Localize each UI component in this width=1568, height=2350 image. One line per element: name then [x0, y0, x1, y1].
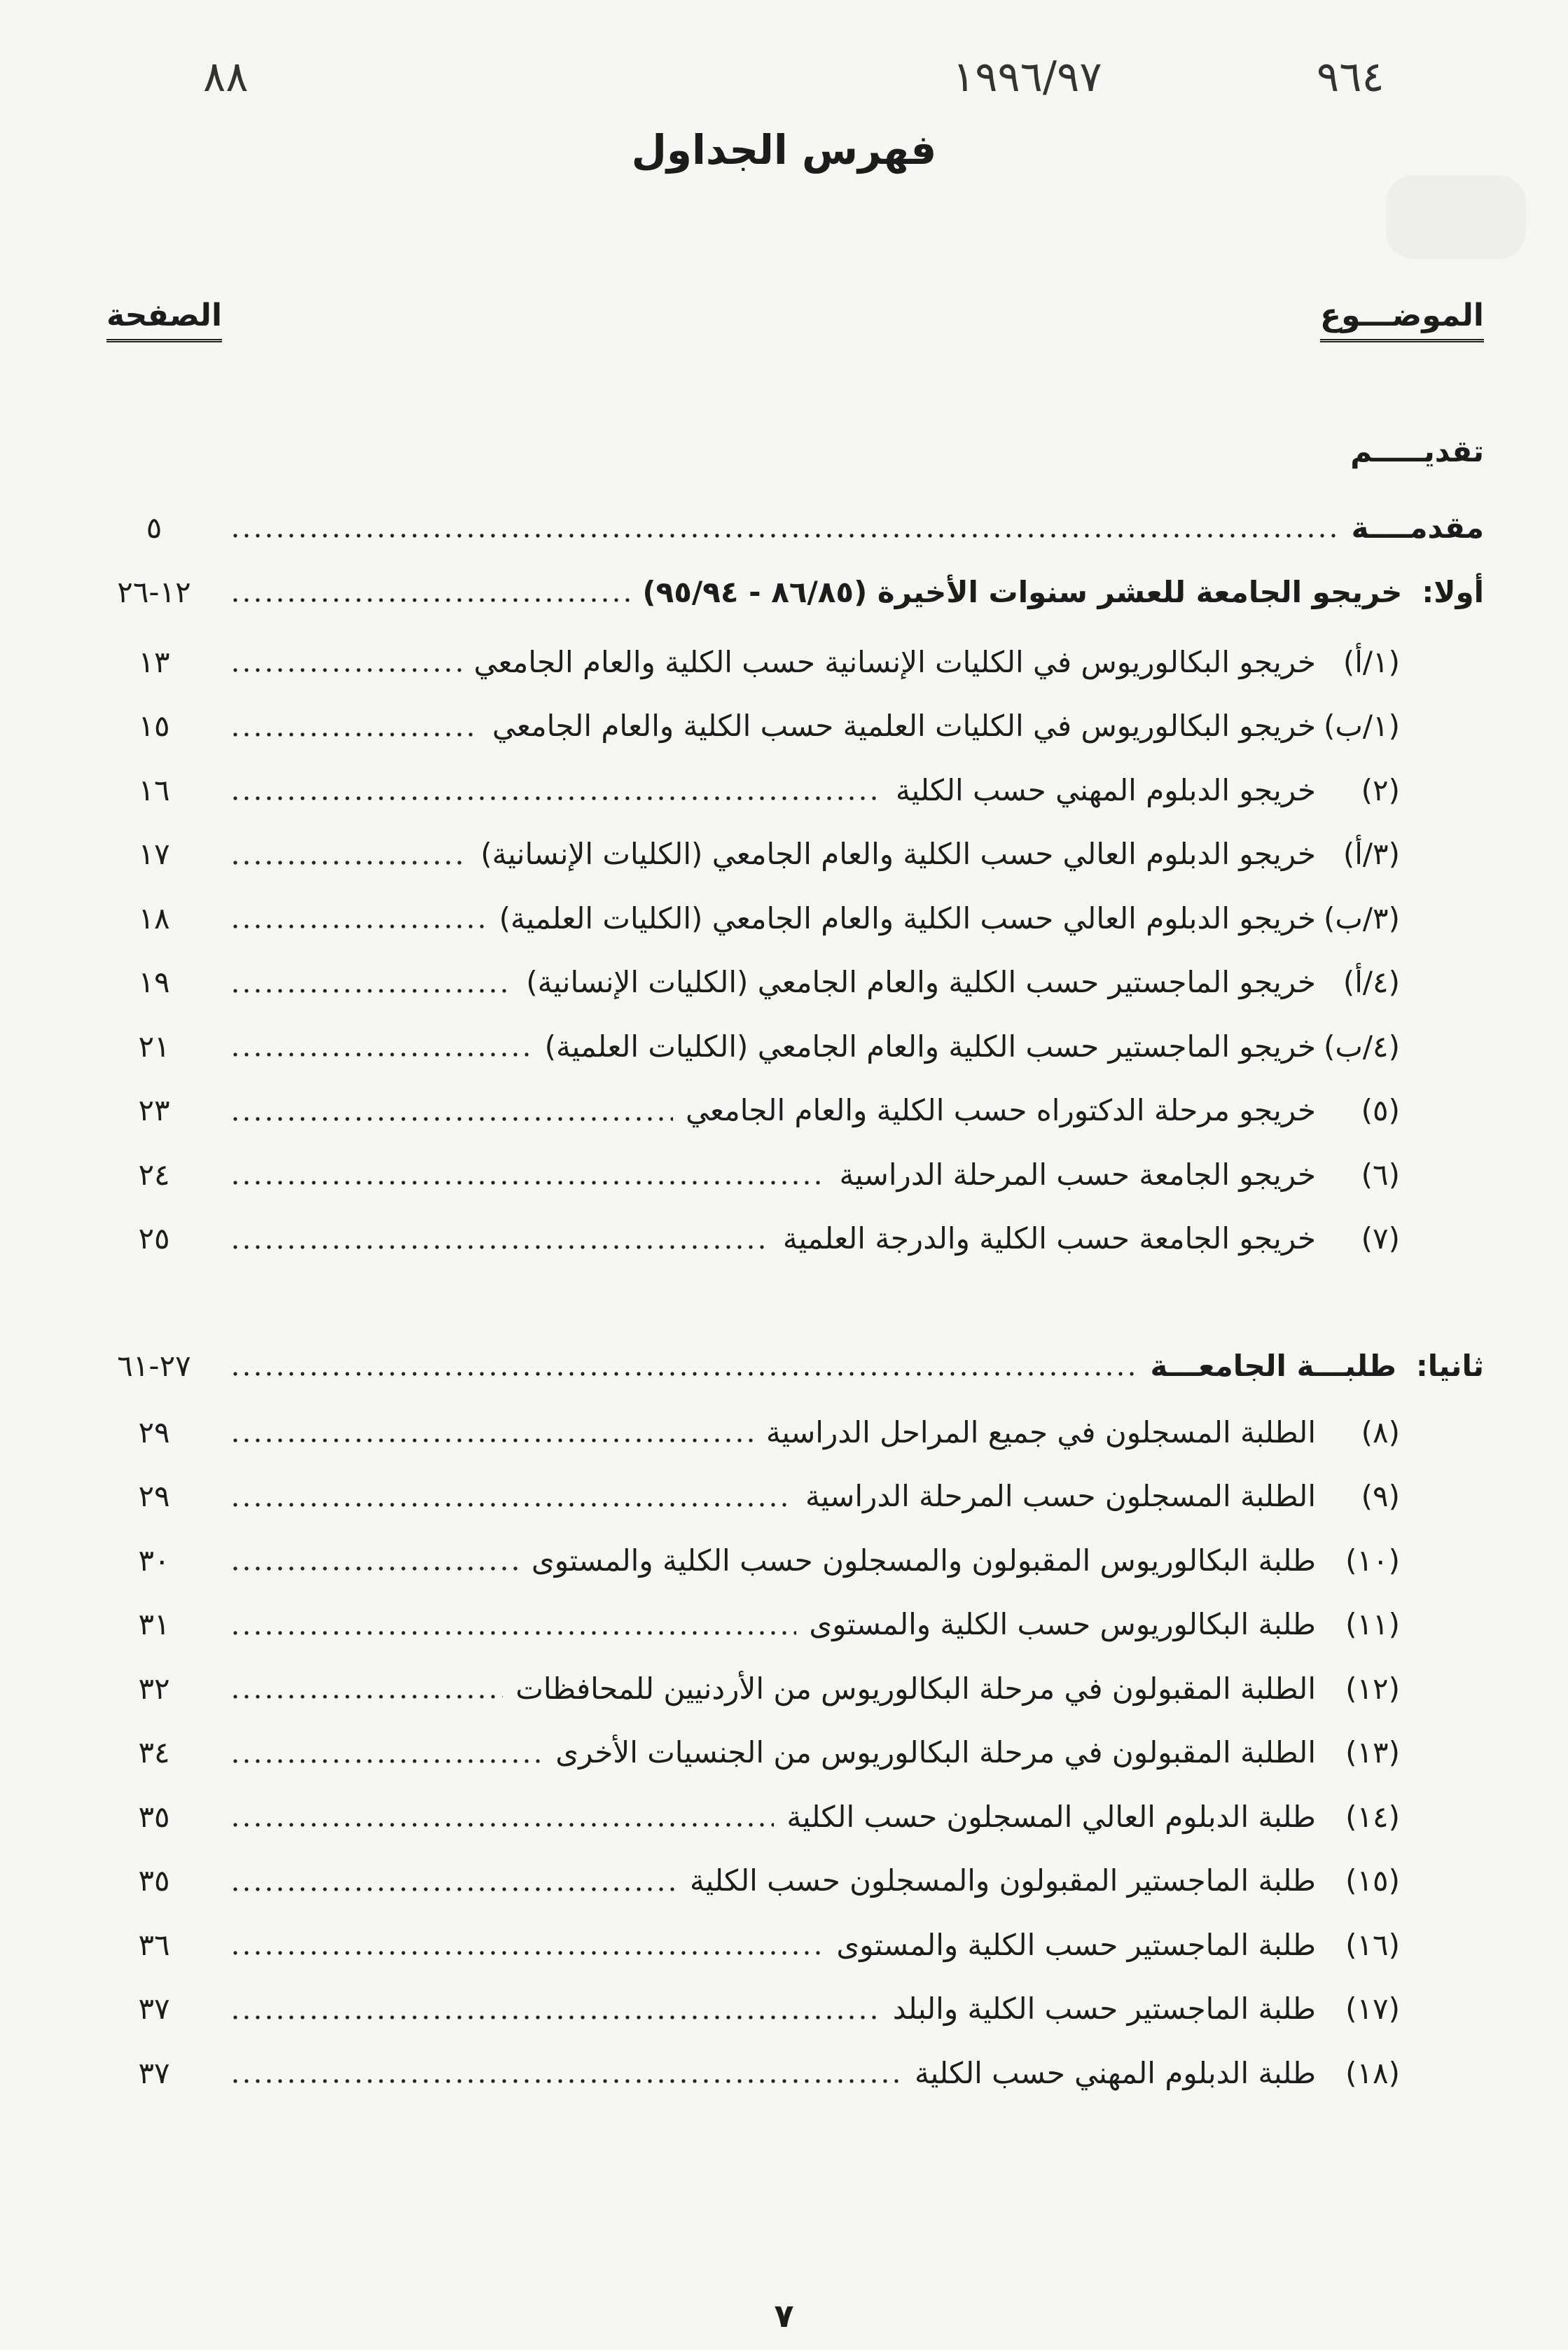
entry-number: (٤/أ) [1342, 965, 1400, 999]
entry-page: ٣٦ [138, 1927, 170, 1962]
section-heading-students [91, 1341, 1484, 1390]
leader-dots [230, 1886, 677, 1893]
entry-page: ١٨ [138, 901, 170, 936]
toc-entry [91, 894, 1400, 943]
toc-entry [91, 702, 1400, 751]
handwritten-note-center: ١٩٩٦/٩٧ [952, 53, 1102, 102]
entry-number: (٣/أ) [1342, 837, 1400, 871]
entry-label: خريجو البكالوريوس في الكليات العلمية حسب الكلية والعام الجامعي [492, 709, 1316, 743]
entry-number: (٣/ب) [1323, 901, 1400, 936]
entry-label: خريجو الدبلوم العالي حسب الكلية والعام الجامعي (الكليات الإنسانية) [480, 837, 1316, 871]
leader-dots [230, 1051, 532, 1058]
entry-number: (٦) [1361, 1157, 1400, 1192]
entry-page: ١٣ [138, 644, 170, 679]
entry-number: (٥) [1361, 1093, 1400, 1127]
entry-number: (١٥) [1345, 1863, 1400, 1898]
entry-page: ٢٤ [138, 1157, 170, 1192]
leader-dots [230, 1821, 774, 1828]
toc-entry [91, 1792, 1400, 1841]
toc-entry [91, 1984, 1400, 2033]
section-label: طلبـــة الجامعـــة [1150, 1348, 1396, 1383]
entry-page: ٢٥ [138, 1221, 170, 1256]
leader-dots [230, 1115, 673, 1122]
handwritten-note-left: ٨٨ [203, 53, 249, 102]
toc-entry [91, 765, 1400, 814]
toc-entry [91, 1407, 1400, 1456]
entry-page: ٢٩ [138, 1414, 170, 1449]
leader-dots [230, 1758, 543, 1765]
entry-number: (٢) [1361, 772, 1400, 807]
entry-label: خريجو الماجستير حسب الكلية والعام الجامعي (الكليات العلمية) [544, 1029, 1316, 1064]
toc-entry [91, 1150, 1400, 1199]
entry-page: ٣٧ [138, 1991, 170, 2026]
introduction-label: مقدمــــة [1351, 510, 1484, 545]
entry-number: (٤/ب) [1323, 1029, 1400, 1064]
leader-dots [230, 1179, 826, 1186]
entry-page: ٢٩ [138, 1479, 170, 1513]
entry-label: خريجو الدبلوم العالي حسب الكلية والعام الجامعي (الكليات العلمية) [499, 901, 1316, 936]
footer-page-number: ٧ [774, 2297, 794, 2335]
entry-number: (١٠) [1345, 1543, 1400, 1578]
leader-dots [230, 2078, 902, 2085]
toc-entry [91, 958, 1400, 1007]
entry-number: (١٢) [1345, 1671, 1400, 1706]
toc-entry [91, 1022, 1400, 1071]
entry-number: (١/ب) [1323, 709, 1400, 743]
toc-entry [91, 637, 1400, 686]
entry-label: طلبة الماجستير حسب الكلية والبلد [892, 1991, 1316, 2026]
toc-entry [91, 1214, 1400, 1263]
toc-entry [91, 1472, 1400, 1521]
entry-label: الطلبة المسجلون في جميع المراحل الدراسية [765, 1414, 1316, 1449]
entry-page: ٢١ [138, 1029, 170, 1064]
toc-entry [91, 1728, 1400, 1777]
leader-dots [230, 1565, 519, 1572]
entry-page: ٣٤ [138, 1735, 170, 1770]
entry-page: ١٧ [138, 837, 170, 871]
leader-dots [230, 731, 480, 738]
entry-number: (١٨) [1345, 2055, 1400, 2090]
entry-number: (٨) [1361, 1414, 1400, 1449]
leader-dots [230, 1949, 824, 1956]
leader-dots [230, 923, 487, 930]
entry-label: طلبة الماجستير حسب الكلية والمستوى [836, 1927, 1316, 1962]
toc-entry [91, 1664, 1400, 1713]
entry-number: (٧) [1361, 1221, 1400, 1256]
leader-dots [230, 532, 1339, 539]
entry-number: (٩) [1361, 1479, 1400, 1513]
entry-page: ٣٥ [138, 1799, 170, 1834]
leader-dots [230, 1244, 770, 1251]
toc-entry [91, 830, 1400, 879]
section-page-range: ١٢-٢٦ [117, 574, 191, 609]
entry-number: (١٣) [1345, 1735, 1400, 1770]
entry-number: (١٧) [1345, 1991, 1400, 2026]
entry-page: ٣١ [138, 1607, 170, 1641]
entry-page: ٣٧ [138, 2055, 170, 2090]
toc-entry [91, 2048, 1400, 2097]
entry-label: طلبة البكالوريوس المقبولون والمسجلون حسب الكلية والمستوى [531, 1543, 1316, 1578]
introduction-entry [91, 503, 1484, 552]
scan-smudge [1386, 175, 1526, 259]
preface-entry: تقديـــــم [1350, 434, 1484, 468]
toc-entry [91, 1600, 1400, 1649]
entry-label: الطلبة المقبولون في مرحلة البكالوريوس من الأردنيين للمحافظات [515, 1671, 1316, 1706]
entry-page: ٣٠ [138, 1543, 170, 1578]
section-label: خريجو الجامعة للعشر سنوات الأخيرة (٨٦/٨٥ - ٩٥/٩٤) [642, 574, 1403, 609]
leader-dots [230, 1437, 754, 1444]
entry-page: ١٩ [138, 965, 170, 999]
entry-label: طلبة الماجستير المقبولون والمسجلون حسب الكلية [690, 1863, 1316, 1898]
toc-entry [91, 1086, 1400, 1135]
entry-label: خريجو الجامعة حسب المرحلة الدراسية [839, 1157, 1316, 1192]
leader-dots [230, 1629, 796, 1636]
section-prefix: ثانيا: [1415, 1348, 1484, 1383]
entry-label: خريجو الجامعة حسب الكلية والدرجة العلمية [782, 1221, 1316, 1256]
section-heading-graduates [91, 567, 1484, 616]
entry-page: ١٥ [138, 709, 170, 743]
entry-label: طلبة الدبلوم العالي المسجلون حسب الكلية [786, 1799, 1316, 1834]
leader-dots [230, 2014, 880, 2021]
entry-label: خريجو البكالوريوس في الكليات الإنسانية حسب الكلية والعام الجامعي [473, 644, 1316, 679]
entry-page: ٣٢ [138, 1671, 170, 1706]
entry-number: (١٦) [1345, 1927, 1400, 1962]
entry-number: (١١) [1345, 1607, 1400, 1641]
leader-dots [230, 597, 630, 604]
leader-dots [230, 859, 468, 866]
entry-label: خريجو مرحلة الدكتوراه حسب الكلية والعام الجامعي [685, 1093, 1316, 1127]
column-header-topic: الموضـــوع [1320, 298, 1484, 342]
entry-number: (١/أ) [1342, 644, 1400, 679]
section-prefix: أولا: [1422, 574, 1484, 609]
leader-dots [230, 795, 883, 802]
entry-label: طلبة البكالوريوس حسب الكلية والمستوى [809, 1607, 1316, 1641]
entry-number: (١٤) [1345, 1799, 1400, 1834]
entry-label: خريجو الدبلوم المهني حسب الكلية [895, 772, 1316, 807]
toc-entry [91, 1536, 1400, 1585]
entry-label: الطلبة المسجلون حسب المرحلة الدراسية [805, 1479, 1316, 1513]
entry-page: ٣٥ [138, 1863, 170, 1898]
entry-page: ١٦ [138, 772, 170, 807]
page-title: فهرس الجداول [631, 126, 937, 174]
leader-dots [230, 1693, 503, 1700]
toc-entry [91, 1920, 1400, 1969]
toc-entry [91, 1856, 1400, 1905]
entry-label: خريجو الماجستير حسب الكلية والعام الجامعي (الكليات الإنسانية) [526, 965, 1316, 999]
entry-page: ٢٣ [138, 1093, 170, 1127]
entry-label: طلبة الدبلوم المهني حسب الكلية [915, 2055, 1316, 2090]
entry-label: الطلبة المقبولون في مرحلة البكالوريوس من الجنسيات الأخرى [555, 1735, 1316, 1770]
leader-dots [230, 1501, 793, 1508]
column-header-page: الصفحة [106, 298, 222, 342]
section-page-range: ٢٧-٦١ [117, 1348, 191, 1383]
leader-dots [230, 1370, 1138, 1377]
leader-dots [230, 667, 462, 674]
handwritten-note-right: ٩٦٤ [1317, 53, 1385, 102]
introduction-page: ٥ [146, 510, 162, 545]
leader-dots [230, 987, 513, 994]
